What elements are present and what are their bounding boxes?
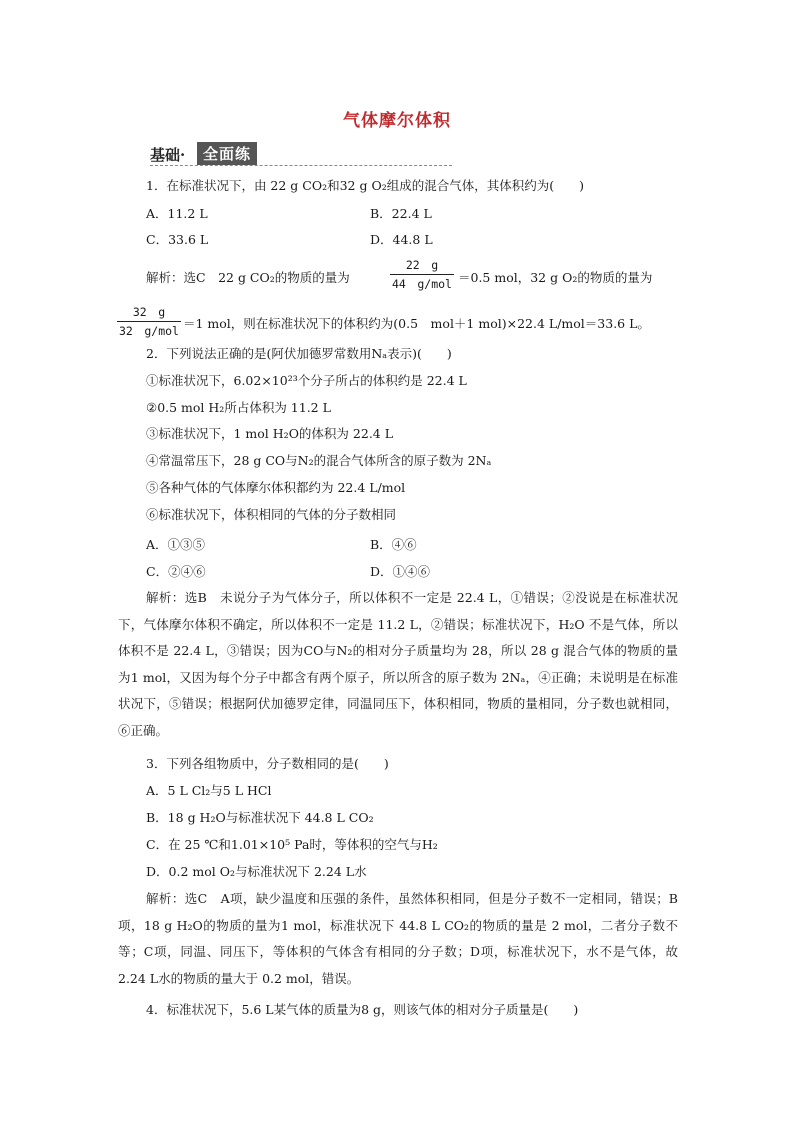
q1-option-a: A．11.2 L	[146, 206, 208, 221]
section-header	[150, 142, 452, 166]
q3-option-b: B．18 g H₂O与标准状况下 44.8 L CO₂	[146, 810, 374, 825]
fraction-bar	[390, 274, 454, 275]
q1-fraction-co2-numerator: 22 g	[405, 258, 439, 272]
page-title: 气体摩尔体积	[343, 111, 451, 131]
q1-solution-part1: 解析：选C 22 g CO₂的物质的量为	[146, 270, 350, 285]
q1-fraction-o2	[117, 304, 181, 339]
q1-option-c: C．33.6 L	[146, 232, 209, 247]
q1-option-d: D．44.8 L	[370, 232, 433, 247]
q2-statement-2: ②0.5 mol H₂所占体积为 11.2 L	[146, 400, 331, 415]
q4-stem: 4．标准状况下，5.6 L某气体的质量为8 g，则该气体的相对分子质量是( )	[146, 1002, 579, 1017]
q1-option-b: B．22.4 L	[370, 206, 432, 221]
q3-option-a: A．5 L Cl₂与5 L HCl	[146, 783, 272, 798]
section-badge: 全面练	[197, 142, 257, 165]
q2-stem: 2．下列说法正确的是(阿伏加德罗常数用Nₐ表示)( )	[146, 346, 452, 361]
q2-statement-4: ④常温常压下，28 g CO与N₂的混合气体所含的原子数为 2Nₐ	[146, 453, 492, 468]
q2-option-b: B．④⑥	[370, 537, 417, 552]
q2-statement-1: ①标准状况下，6.02×10²³个分子所占的体积约是 22.4 L	[146, 373, 467, 388]
q3-solution: 解析：选C A项，缺少温度和压强的条件，虽然体积相同，但是分子数不一定相同，错误；B项，18 g H₂O的物质的量为1 mol，标准状况下 44.8 L CO₂的物质的量是 2 mol，二者分子数不等；C项，同温、同压下，等体积的气体含有相同的分子数；D项，标准状况下，水不是气体，故 2.24 L水的物质的量大于 0.2 mol，错误。	[118, 891, 678, 986]
section-label: 基础·	[150, 146, 186, 164]
q1-solution-part3: ＝1 mol，则在标准状况下的体积约为(0.5 mol＋1 mol)×22.4 L/mol＝33.6 L。	[183, 316, 650, 331]
q2-solution: 解析：选B 未说分子为气体分子，所以体积不一定是 22.4 L，①错误；②没说是在标准状况下，气体摩尔体积不确定，所以体积不一定是 11.2 L，②错误；标准状况下，H₂O 不是气体，所以体积不是 22.4 L，③错误；因为CO与N₂的相对分子质量均为 28，所以 28 g 混合气体的物质的量为1 mol，又因为每个分子中都含有两个原子，所以所含的原子数为 2Nₐ，④正确；未说明是在标准状况下，⑤错误；根据阿伏加德罗定律，同温同压下，体积相同，物质的量相同，分子数也就相同，⑥正确。	[118, 590, 678, 738]
q1-solution-part2: ＝0.5 mol，32 g O₂的物质的量为	[458, 270, 653, 285]
q2-option-d: D．①④⑥	[370, 564, 431, 579]
q1-fraction-o2-denominator: 32 g/mol	[119, 324, 179, 338]
section-divider	[150, 165, 452, 166]
q1-stem: 1．在标准状况下，由 22 g CO₂和32 g O₂组成的混合气体，其体积约为( )	[146, 178, 584, 193]
q1-fraction-o2-numerator: 32 g	[132, 305, 166, 319]
q2-option-a: A．①③⑤	[146, 537, 206, 552]
q2-statement-6: ⑥标准状况下，体积相同的气体的分子数相同	[146, 507, 397, 522]
fraction-bar	[117, 321, 181, 322]
q3-stem: 3．下列各组物质中，分子数相同的是( )	[146, 756, 389, 771]
q1-fraction-co2-denominator: 44 g/mol	[392, 277, 452, 291]
q3-option-d: D．0.2 mol O₂与标准状况下 2.24 L水	[146, 864, 367, 879]
q3-option-c: C．在 25 ℃和1.01×10⁵ Pa时，等体积的空气与H₂	[146, 837, 438, 852]
q1-fraction-co2	[390, 257, 454, 292]
q2-statement-3: ③标准状况下，1 mol H₂O的体积为 22.4 L	[146, 426, 394, 441]
q2-option-c: C．②④⑥	[146, 564, 206, 579]
q2-statement-5: ⑤各种气体的气体摩尔体积都约为 22.4 L/mol	[146, 480, 406, 495]
